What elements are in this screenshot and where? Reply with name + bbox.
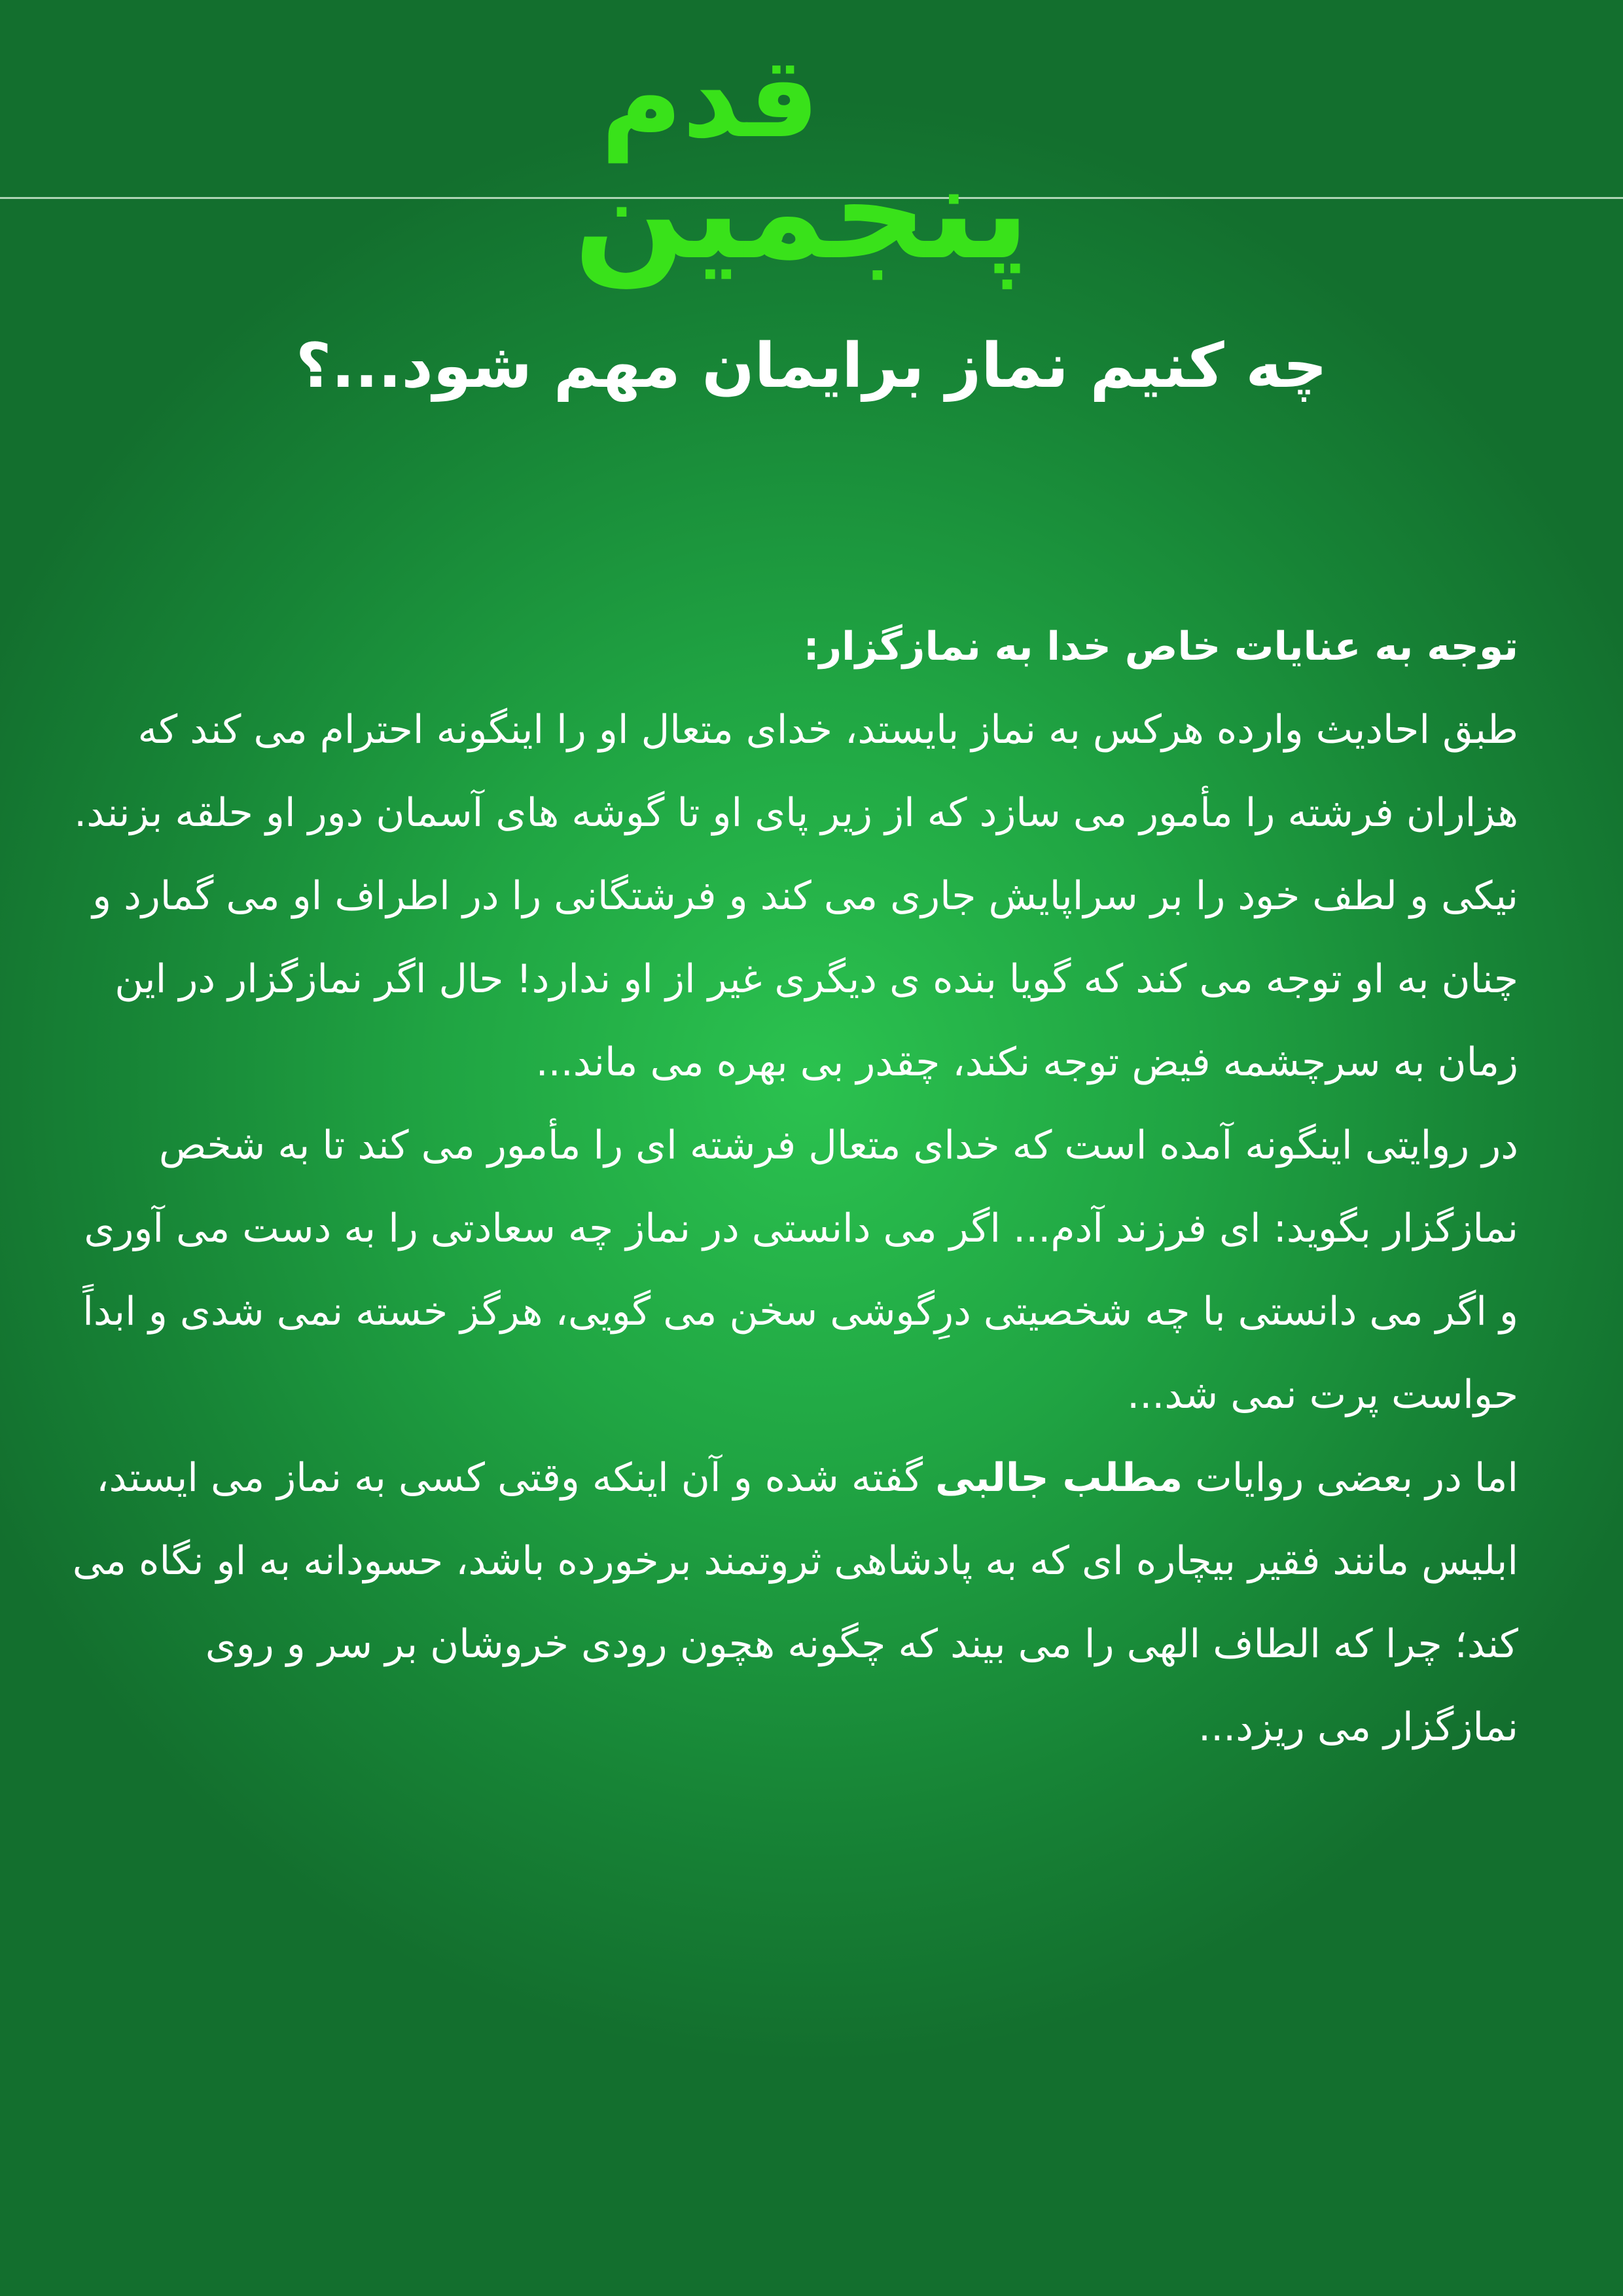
brand-logo-line-2: پنجمین <box>573 136 1030 289</box>
paragraph-3-end: گفته شده و آن اینکه وقتی کسی به نماز می ایستد، ابلیس مانند فقیر بیچاره ای که به پادشاهی ثروتمند برخورده باشد، حسودانه به او نگاه می کند؛ چرا که الطاف الهی را می بیند که چگونه هچون رودی خروشان بر سر و روی نمازگزار می ریزد... <box>72 1455 1518 1750</box>
section-heading: توجه به عنایات خاص خدا به نمازگزار: <box>803 624 1518 670</box>
paragraph-3-start: اما در بعضی روایات <box>1183 1455 1518 1501</box>
page-title: چه کنیم نماز برایمان مهم شود...؟ <box>295 331 1328 402</box>
brand-logo-line-1: قدم <box>600 33 820 163</box>
article-body <box>72 605 1518 1769</box>
paragraph-3 <box>72 1437 1518 1769</box>
paragraph-3-emphasis: مطلب جالبی <box>935 1455 1183 1501</box>
brand-logo-text <box>520 33 1070 295</box>
brand-badge <box>520 33 1070 295</box>
paragraph-1: طبق احادیث وارده هرکس به نماز بایستد، خدای متعال او را اینگونه احترام می کند که هزاران فرشته را مأمور می سازد که از زیر پای او تا گوشه های آسمان دور او حلقه بزنند. نیکی و لطف خود را بر سراپایش جاری می کند و فرشتگانی را در اطراف او می گمارد و چنان به او توجه می کند که گویا بنده ی دیگری غیر از او ندارد! حال اگر نمازگزار در این زمان به سرچشمه فیض توجه نکند، چقدر بی بهره می ماند... <box>74 707 1518 1085</box>
paragraph-2: در روایتی اینگونه آمده است که خدای متعال فرشته ای را مأمور می کند تا به شخص نمازگزار بگوید: ای فرزند آدم... اگر می دانستی در نماز چه سعادتی را به دست می آوری و اگر می دانستی با چه شخصیتی درِگوشی سخن می گویی، هرگز خسته نمی شدی و ابداً حواست پرت نمی شد... <box>82 1122 1518 1418</box>
